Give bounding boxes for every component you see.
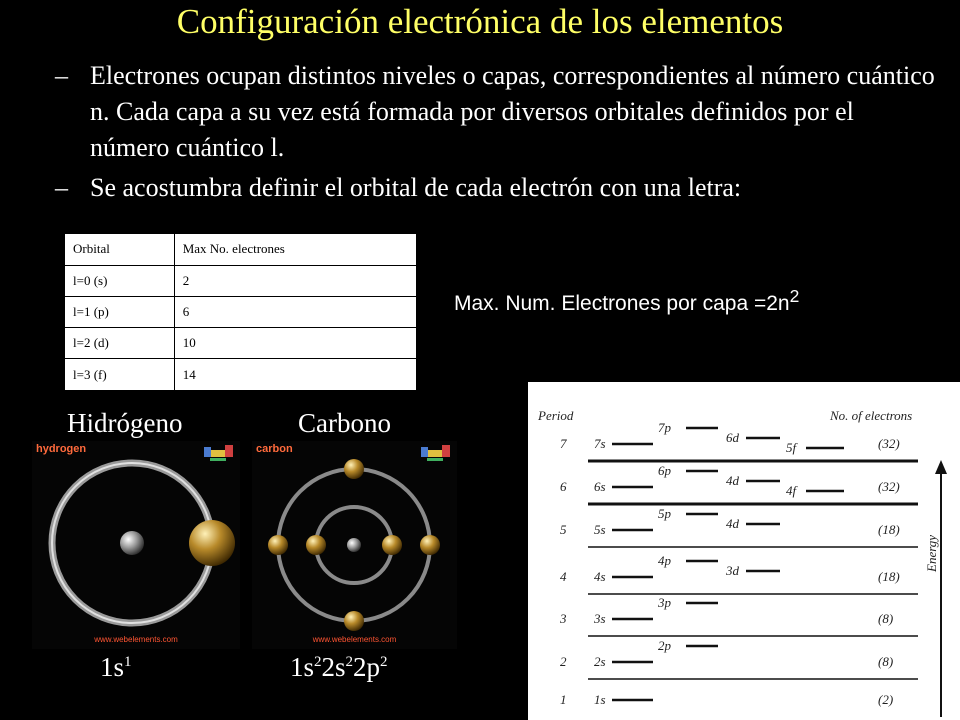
table-cell: l=2 (d) [64,328,174,359]
electron-capacity: (8) [878,654,894,669]
table-header: Orbital [64,233,174,265]
source-url: www.webelements.com [94,635,178,644]
carbon-atom-image [252,441,457,649]
orbital-label: 5s [594,522,606,537]
nucleus [120,531,144,555]
orbital-label: 4d [726,473,739,488]
electron-capacity: (32) [878,436,900,451]
table-cell: 14 [174,359,417,391]
table-header-row [64,233,417,265]
orbital-label: 7p [658,420,671,435]
orbital-label: 1s [594,692,606,707]
orbital-label: 6s [594,479,606,494]
table-header: Max No. electrones [174,233,417,265]
orbital-label: 3p [658,595,671,610]
table-cell: l=0 (s) [64,265,174,296]
orbital-table [63,232,418,392]
table-cell: l=1 (p) [64,296,174,327]
periodic-table-icon [421,444,453,462]
electron-capacity: (2) [878,692,894,707]
carbon-heading: Carbono [298,408,391,438]
slide-title: Configuración electrónica de los elementos [176,2,784,41]
table-cell: 6 [174,296,417,327]
source-url: www.webelements.com [312,635,397,644]
period-number: 7 [560,436,567,451]
formula-exponent: 2 [789,286,800,306]
electron-capacity: (8) [878,611,894,626]
periodic-table-icon [204,444,236,462]
electron [382,535,402,555]
electron [344,611,364,631]
period-number: 1 [560,692,567,707]
orbital-label: 3d [726,563,739,578]
bullet-dash: – [55,173,68,202]
hydrogen-configuration: $1s^1$ [100,652,132,682]
electron-capacity: (18) [878,569,900,584]
orbital-label: 6p [658,463,671,478]
orbital-label: 3s [594,611,606,626]
hydrogen-image-label: hydrogen [36,443,87,455]
period-number: 2 [560,654,567,669]
energy-level-svg [528,382,960,720]
orbital-label: 5p [658,506,671,521]
orbital-label: 4p [658,553,671,568]
orbital-label: 5f [786,440,797,455]
electron-capacity: (18) [878,522,900,537]
table-row [64,296,417,327]
electrons-header: No. of electrons [830,408,913,423]
orbital-label: 7s [594,436,606,451]
bullet-text: Electrones ocupan distintos niveles o capas, correspondientes al número cuántico n. Cada capa a su vez está formada por diversos orbitales definidos por el número cuántico l. [90,61,935,162]
carbon-atom-diagram [252,441,457,649]
bullet-item [55,170,935,206]
energy-level-diagram [528,382,960,720]
hydrogen-atom-diagram [32,441,240,649]
carbon-configuration: $1s^22s^22p^2$ [290,652,388,682]
orbital-label: 4f [786,483,797,498]
bullet-item [55,58,935,166]
energy-label: Energy [924,534,939,572]
hydrogen-heading: Hidrógeno [67,408,183,438]
nucleus [347,538,361,552]
electron [268,535,288,555]
carbon-image-label: carbon [256,443,293,455]
period-number: 4 [560,569,567,584]
electron [420,535,440,555]
table-cell: l=3 (f) [64,359,174,391]
formula-text: Max. Num. Electrones por capa =2n [454,292,790,315]
orbital-label: 2s [594,654,606,669]
table-cell: 2 [174,265,417,296]
orbital-label: 2p [658,638,671,653]
energy-arrow-icon [935,460,947,474]
max-electrons-formula [454,286,799,316]
electron-capacity: (32) [878,479,900,494]
table-row [64,359,417,391]
orbital-label: 4d [726,516,739,531]
period-number: 6 [560,479,567,494]
electron [306,535,326,555]
table-row [64,328,417,359]
period-number: 3 [560,611,567,626]
bullet-dash: – [55,61,68,90]
electron [344,459,364,479]
orbital-label: 6d [726,430,739,445]
electron [189,520,235,566]
bullet-list [55,58,935,210]
period-header: Period [538,408,574,423]
table-row [64,265,417,296]
table-cell: 10 [174,328,417,359]
orbital-label: 4s [594,569,606,584]
bullet-text: Se acostumbra definir el orbital de cada electrón con una letra: [90,173,742,202]
hydrogen-atom-image [32,441,240,649]
period-number: 5 [560,522,567,537]
